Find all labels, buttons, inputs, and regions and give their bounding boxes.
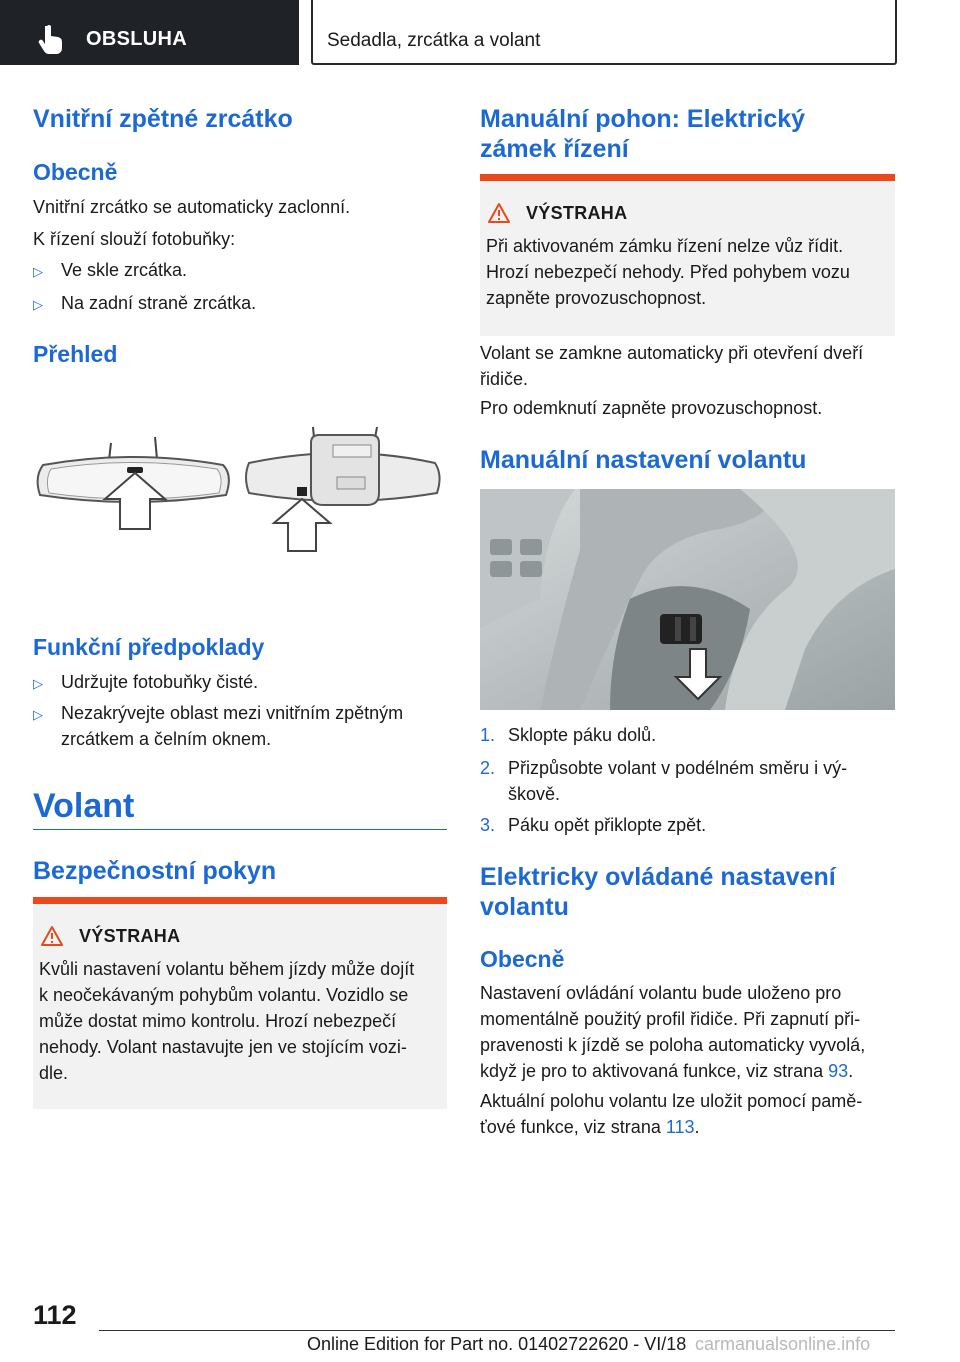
- electric-paragraph: Nastavení ovládání volantu bude uloženo pro momentálně použitý profil řidiče. Při zapnutí při- pravenosti k jízdě se poloha automaticky vyvolá, když je pro to aktivovaná funkce, viz strana 93.: [480, 983, 866, 1081]
- general-heading: Obecně: [33, 159, 118, 185]
- watermark: carmanualsonline.info: [695, 1334, 871, 1354]
- page-number: 112: [33, 1300, 77, 1330]
- electric-title-line-2: volantu: [480, 893, 569, 921]
- hand-icon: [38, 24, 64, 54]
- manual-adjust-title: Manuální nastavení volantu: [480, 446, 807, 474]
- chapter-title: Sedadla, zrcátka a volant: [327, 30, 541, 51]
- lock-paragraph-2: Pro odemknutí zapněte provozuschopnost.: [480, 398, 823, 418]
- general-paragraph-2: K řízení slouží fotobuňky:: [33, 229, 236, 249]
- steering-lever-illustration: [480, 489, 895, 710]
- bullet-triangle-icon: ▷: [33, 297, 43, 312]
- page-link-113[interactable]: 113: [665, 1117, 695, 1137]
- warning-text: Při aktivovaném zámku řízení nelze vůz řídit. Hrozí nebezpečí nehody. Před pohybem vozu zapněte provozuschopnost.: [486, 236, 850, 308]
- volant-title: Volant: [33, 787, 135, 825]
- lock-paragraph-1: Volant se zamkne automaticky při otevření dveří řidiče.: [480, 343, 864, 389]
- prerequisites-heading: Funkční předpoklady: [33, 634, 265, 660]
- title-divider: [33, 829, 447, 830]
- lock-title-line-2: zámek řízení: [480, 135, 629, 163]
- electric-title-line-1: Elektricky ovládané nastavení: [480, 863, 836, 891]
- section-tab: [0, 0, 299, 65]
- warning-box: [33, 897, 447, 1109]
- warning-triangle-icon: [487, 202, 511, 224]
- mirror-illustration: [33, 425, 447, 560]
- warning-triangle-icon: [40, 925, 64, 947]
- general-paragraph-1: Vnitřní zrcátko se automaticky zaclonní.: [33, 197, 351, 217]
- warning-box: [480, 174, 895, 336]
- lock-title-line-1: Manuální pohon: Elektrický: [480, 105, 806, 133]
- bullet-triangle-icon: ▷: [33, 264, 43, 279]
- chapter-header: [311, 0, 897, 65]
- overview-heading: Přehled: [33, 341, 118, 367]
- warning-text: Kvůli nastavení volantu během jízdy může dojít k neočekávaným pohybům volantu. Vozidlo se může dostat mimo kontrolu. Hrozí nebezpečí nehody. Volant nastavujte jen ve stojícím vozi- dle.: [39, 959, 415, 1083]
- page-link-93[interactable]: 93: [828, 1061, 849, 1081]
- edition-text: Online Edition for Part no. 01402722620 - VI/18: [307, 1334, 687, 1354]
- section-label: OBSLUHA: [86, 28, 187, 50]
- bullet-triangle-icon: ▷: [33, 707, 43, 722]
- safety-heading: Bezpečnostní pokyn: [33, 857, 277, 885]
- warning-title: VÝSTRAHA: [79, 926, 181, 946]
- electric-general-heading: Obecně: [480, 946, 565, 972]
- bullet-triangle-icon: ▷: [33, 676, 43, 691]
- mirror-title: Vnitřní zpětné zrcátko: [33, 105, 293, 133]
- memory-paragraph: Aktuální polohu volantu lze uložit pomocí pamě- ťové funkce, viz strana 113.: [480, 1091, 863, 1137]
- warning-title: VÝSTRAHA: [526, 203, 628, 223]
- footer-divider: [99, 1330, 895, 1331]
